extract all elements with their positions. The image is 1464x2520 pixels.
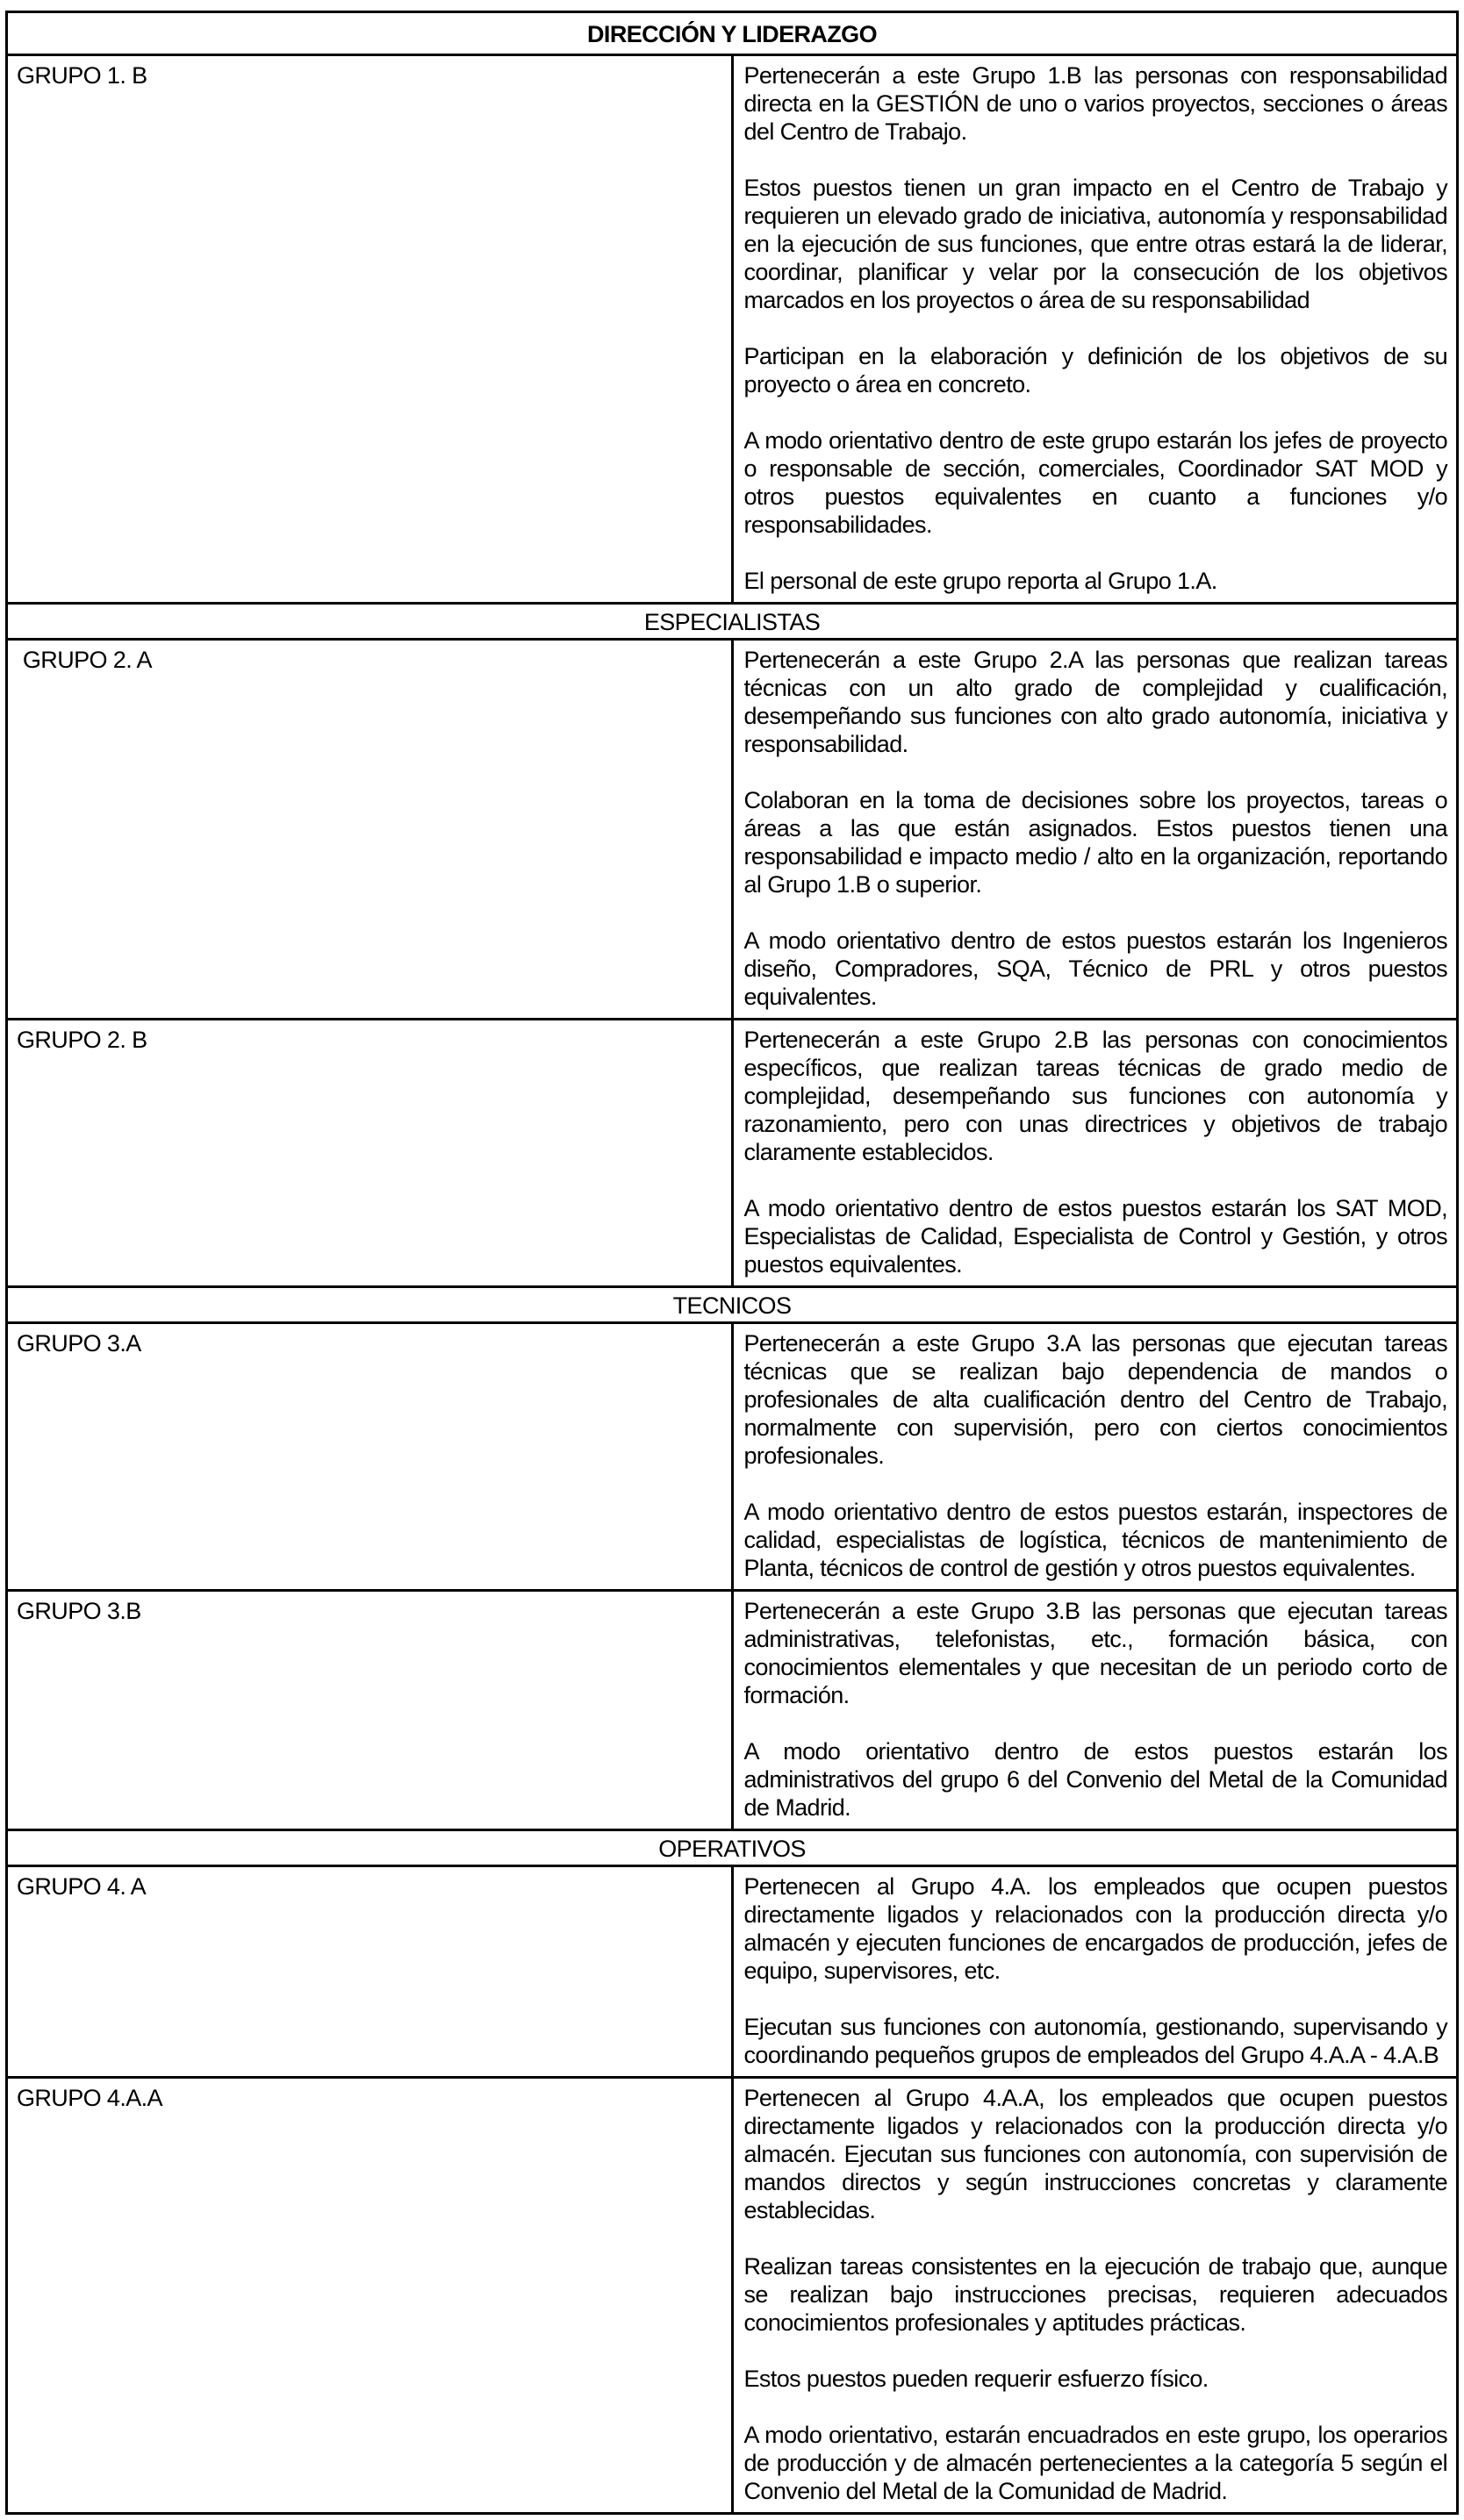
description-paragraph: Estos puestos tienen un gran impacto en el Centro de Trabajo y requieren un elevado grado de iniciativa, autonomía y responsabilidad en la ejecución de sus funciones, que entre otras estará la de liderar, coordinar, planificar y velar por la consecución de los objetivos marcados en los proyectos o área de su responsabilidad <box>743 175 1447 313</box>
description-paragraph: Pertenecerán a este Grupo 1.B las personas con responsabilidad directa en la GESTIÓN de uno o varios proyectos, secciones o áreas del Centro de Trabajo. <box>743 62 1447 145</box>
group-row <box>7 55 1458 604</box>
group-label: GRUPO 3.B <box>7 1591 733 1830</box>
group-label: GRUPO 4. A <box>7 1866 733 2078</box>
description-paragraph: A modo orientativo dentro de estos puestos estarán los Ingenieros diseño, Compradores, SQA, Técnico de PRL y otros puestos equivalentes. <box>743 927 1447 1010</box>
description-paragraph: Pertenecerán a este Grupo 2.A las personas que realizan tareas técnicas con un alto grado de complejidad y cualificación, desempeñando sus funciones con alto grado autonomía, iniciativa y responsabilidad. <box>743 647 1447 757</box>
group-description <box>732 640 1458 1020</box>
group-description <box>732 2078 1458 2514</box>
description-paragraph: A modo orientativo dentro de este grupo estarán los jefes de proyecto o responsable de sección, comerciales, Coordinador SAT MOD y otros puestos equivalentes en cuanto a funciones y/o responsabilidades. <box>743 427 1447 538</box>
group-row <box>7 1323 1458 1591</box>
table-body <box>7 12 1458 2514</box>
group-row <box>7 2078 1458 2514</box>
description-paragraph: Participan en la elaboración y definición de los objetivos de su proyecto o área en concreto. <box>743 343 1447 397</box>
group-label: GRUPO 2. A <box>7 640 733 1020</box>
group-row <box>7 640 1458 1020</box>
group-description <box>732 1020 1458 1287</box>
group-row <box>7 1591 1458 1830</box>
description-paragraph: Pertenecen al Grupo 4.A. los empleados que ocupen puestos directamente ligados y relacionados con la producción directa y/o almacén y ejecuten funciones de encargados de producción, jefes de equipo, supervisores, etc. <box>743 1873 1447 1984</box>
group-label: GRUPO 1. B <box>7 55 733 604</box>
section-title: OPERATIVOS <box>7 1830 1458 1866</box>
section-header-row <box>7 604 1458 640</box>
section-header-row <box>7 1830 1458 1866</box>
description-paragraph: A modo orientativo, estarán encuadrados en este grupo, los operarios de producción y de almacén pertenecientes a la categoría 5 según el Convenio del Metal de la Comunidad de Madrid. <box>743 2422 1447 2504</box>
description-paragraph: A modo orientativo dentro de estos puestos estarán, inspectores de calidad, especialistas de logística, técnicos de mantenimiento de Planta, técnicos de control de gestión y otros puestos equivalentes. <box>743 1499 1447 1581</box>
section-title: TECNICOS <box>7 1287 1458 1323</box>
description-paragraph: Pertenecerán a este Grupo 3.B las personas que ejecutan tareas administrativas, telefonistas, etc., formación básica, con conocimientos elementales y que necesitan de un periodo corto de formación. <box>743 1598 1447 1708</box>
description-paragraph: Ejecutan sus funciones con autonomía, gestionando, supervisando y coordinando pequeños grupos de empleados del Grupo 4.A.A - 4.A.B <box>743 2014 1447 2068</box>
section-header-row <box>7 12 1458 55</box>
description-paragraph: Estos puestos pueden requerir esfuerzo físico. <box>743 2366 1209 2392</box>
group-description <box>732 1323 1458 1591</box>
description-paragraph: A modo orientativo dentro de estos puestos estarán los SAT MOD, Especialistas de Calidad, Especialista de Control y Gestión, y otros puestos equivalentes. <box>743 1195 1447 1278</box>
section-title: ESPECIALISTAS <box>7 604 1458 640</box>
group-label: GRUPO 3.A <box>7 1323 733 1591</box>
group-description <box>732 1866 1458 2078</box>
description-paragraph: Pertenecerán a este Grupo 3.A las personas que ejecutan tareas técnicas que se realizan bajo dependencia de mandos o profesionales de alta cualificación dentro del Centro de Trabajo, normalmente con supervisión, pero con ciertos conocimientos profesionales. <box>743 1330 1447 1469</box>
description-paragraph: A modo orientativo dentro de estos puestos estarán los administrativos del grupo 6 del Convenio del Metal de la Comunidad de Madrid. <box>743 1738 1447 1821</box>
description-paragraph: Pertenecen al Grupo 4.A.A, los empleados que ocupen puestos directamente ligados y relacionados con la producción directa y/o almacén. Ejecutan sus funciones con autonomía, con supervisión de mandos directos y según instrucciones concretas y claramente establecidas. <box>743 2085 1447 2223</box>
group-label: GRUPO 4.A.A <box>7 2078 733 2514</box>
section-header-row <box>7 1287 1458 1323</box>
description-paragraph: El personal de este grupo reporta al Grupo 1.A. <box>743 568 1217 594</box>
group-row <box>7 1866 1458 2078</box>
group-row <box>7 1020 1458 1287</box>
group-label: GRUPO 2. B <box>7 1020 733 1287</box>
description-paragraph: Realizan tareas consistentes en la ejecución de trabajo que, aunque se realizan bajo instrucciones precisas, requieren adecuados conocimientos profesionales y aptitudes prácticas. <box>743 2253 1447 2336</box>
description-paragraph: Colaboran en la toma de decisiones sobre los proyectos, tareas o áreas a las que están asignados. Estos puestos tienen una responsabilidad e impacto medio / alto en la organización, reportando al Grupo 1.B o superior. <box>743 787 1447 898</box>
group-description <box>732 1591 1458 1830</box>
group-description <box>732 55 1458 604</box>
job-classification-table <box>5 11 1459 2515</box>
description-paragraph: Pertenecerán a este Grupo 2.B las personas con conocimientos específicos, que realizan tareas técnicas de grado medio de complejidad, desempeñando sus funciones con autonomía y razonamiento, pero con unas directrices y objetivos de trabajo claramente establecidos. <box>743 1027 1447 1165</box>
section-title: DIRECCIÓN Y LIDERAZGO <box>7 12 1458 55</box>
